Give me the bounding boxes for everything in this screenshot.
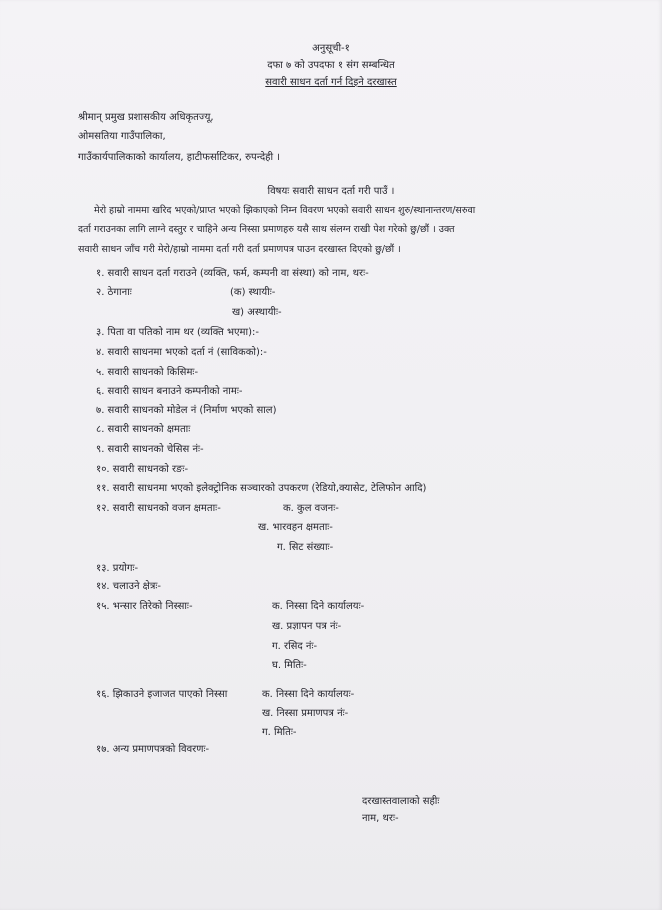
field-15b-declaration: ख. प्रज्ञापन पत्र नंः- [272, 621, 342, 632]
field-12a-total-weight: क. कुल वजनः- [283, 503, 339, 514]
field-12c-seats: ग. सिट संख्याः- [277, 542, 334, 553]
address-line-1: श्रीमान् प्रमुख प्रशासकीय अधिकृतज्यू, [78, 112, 214, 123]
field-16b-certificate: ख. निस्सा प्रमाणपत्र नंः- [262, 708, 349, 719]
schedule-heading: अनुसूची-१ [312, 43, 350, 54]
field-6-manufacturer: ६. सवारी साधन बनाउने कम्पनीको नामः- [96, 386, 243, 397]
field-17-other-certificates: १७. अन्य प्रमाणपत्रको विवरणः- [96, 744, 210, 755]
form-title: सवारी साधन दर्ता गर्न दिइने दरखास्त [265, 77, 397, 88]
field-5-vehicle-type: ५. सवारी साधनको किसिमः- [96, 367, 199, 378]
field-16c-date: ग. मितिः- [262, 727, 297, 738]
field-7-model: ७. सवारी साधनको मोडेल नं (निर्माण भएको साल) [96, 405, 277, 416]
field-15a-office: क. निस्सा दिने कार्यालयः- [272, 601, 365, 612]
section-reference: दफा ७ को उपदफा १ संग सम्बन्धित [267, 60, 395, 71]
field-4-old-registration: ४. सवारी साधनमा भएको दर्ता नं (साविकको):- [96, 347, 267, 358]
address-line-2: ओमसतिया गाउँपालिका, [78, 131, 166, 142]
field-15-customs: १५. भन्सार तिरेको निस्साः- [96, 601, 193, 612]
body-paragraph-line-3: सवारी साधन जाँच गरी मेरो/हाम्रो नाममा दर्ता गरी दर्ता प्रमाणपत्र पाउन दरखास्त दिएको छु/छौं । [78, 244, 401, 255]
field-14-operating-area: १४. चलाउने क्षेत्रः- [96, 581, 162, 592]
field-9-chassis: ९. सवारी साधनको चेसिस नंः- [96, 444, 204, 455]
field-1-owner-name: १. सवारी साधन दर्ता गराउने (व्यक्ति, फर्म, कम्पनी वा संस्था) को नाम, थरः- [96, 268, 369, 279]
field-8-capacity: ८. सवारी साधनको क्षमताः [96, 424, 191, 435]
address-line-3: गाउँकार्यपालिकाको कार्यालय, हाटीफर्साटिकर, रुपन्देही । [78, 152, 281, 163]
field-13-usage: १३. प्रयोगः- [96, 563, 139, 574]
field-11-electronics: ११. सवारी साधनमा भएको इलेक्ट्रोनिक सञ्चारको उपकरण (रेडियो,क्यासेट, टेलिफोन आदि) [96, 483, 427, 494]
body-paragraph-line-1: मेरो हाम्रो नाममा खरिद भएको/प्राप्त भएको झिकाएको निम्न विवरण भएको सवारी साधन शुरु/स्थानान्तरण/सरुवा [94, 205, 476, 216]
field-12-weight: १२. सवारी साधनको वजन क्षमताः- [96, 503, 221, 514]
field-16a-office: क. निस्सा दिने कार्यालयः- [262, 689, 355, 700]
field-10-color: १०. सवारी साधनको रङः- [96, 464, 189, 475]
applicant-name-label: नाम, थरः- [362, 813, 399, 824]
field-2a-permanent: (क) स्थायीः- [230, 287, 276, 298]
signature-label: दरखास्तवालाको सहीः [362, 796, 440, 807]
field-15d-date: घ. मितिः- [272, 660, 307, 671]
field-16-import-permit: १६. झिकाउने इजाजत पाएको निस्सा [96, 689, 228, 700]
subject-line: विषयः सवारी साधन दर्ता गरी पाउँ । [267, 186, 395, 197]
field-2b-temporary: ख) अस्थायीः- [232, 307, 282, 318]
field-12b-load-capacity: ख. भारवहन क्षमताः- [258, 522, 333, 533]
field-3-parent-name: ३. पिता वा पतिको नाम थर (व्यक्ति भएमा):- [96, 327, 259, 338]
body-paragraph-line-2: दर्ता गराउनका लागि लाग्ने दस्तुर र चाहिने अन्य निस्सा प्रमाणहरु यसै साथ संलग्न राखी पेश गरेको छु/छौं । उक्त [78, 224, 455, 235]
field-2-address: २. ठेगानाः [96, 287, 132, 298]
field-15c-receipt: ग. रसिद नंः- [272, 641, 318, 652]
